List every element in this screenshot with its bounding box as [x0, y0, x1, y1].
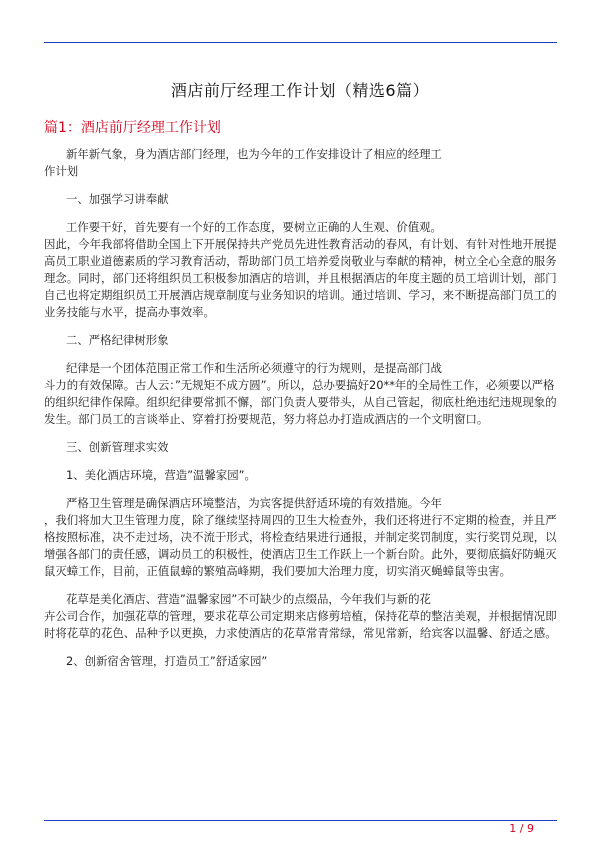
- header-rule: [44, 42, 557, 43]
- paragraph: 纪律是一个团体范围正常工作和生活所必须遵守的行为规则，是提高部门战: [66, 361, 442, 375]
- paragraph: 花草是美化酒店、营造”温馨家园”不可缺少的点缀品，今年我们与新的花: [66, 592, 431, 606]
- page-indicator: 1 / 9: [509, 822, 534, 835]
- section-heading: 一、加强学习讲奉献: [66, 192, 169, 206]
- paragraph: 作计划: [44, 164, 79, 178]
- paragraph: 卉公司合作，加强花草的管理，要求花草公司定期来店修剪培植，保持花草的整洁美观，并根据情况即时将花草的花色、品种予以更换，力求使酒店的花草常青常绿，常见常新，给宾客以温馨、舒适之感。: [44, 609, 557, 640]
- subsection-heading: 1、美化酒店环境，营造”温馨家园”。: [66, 468, 256, 482]
- section-heading: 三、创新管理求实效: [66, 440, 169, 454]
- footer-rule: [44, 820, 557, 821]
- document-body: [44, 146, 557, 670]
- paragraph: 工作要干好，首先要有一个好的工作态度，要树立正确的人生观、价值观。: [66, 220, 442, 234]
- paragraph: ，我们将加大卫生管理力度，除了继续坚持周四的卫生大检查外，我们还将进行不定期的检查，并且严格按照标准，决不走过场，决不流于形式，将检查结果进行通报，并制定奖罚制度，实行奖罚兑现，以增强各部门的责任感，调动员工的积极性，使酒店卫生工作跃上一个新台阶。此外，要彻底搞好防蝇灭鼠灭蟑工作，目前，正值鼠蟑的繁殖高峰期，我们要加大治理力度，切实消灭蝇蟑鼠等虫害。: [44, 513, 557, 578]
- chapter-heading: 篇1：酒店前厅经理工作计划: [44, 120, 221, 136]
- section-heading: 二、严格纪律树形象: [66, 333, 169, 347]
- paragraph: 斗力的有效保障。古人云：”无规矩不成方圆”。所以，总办要搞好20**年的全局性工作，必须要以严格的组织纪律作保障。组织纪律要常抓不懈，部门负责人要带头，从自己管起，彻底杜绝违纪违规现象的发生。部门员工的言谈举止、穿着打扮要规范，努力将总办打造成酒店的一个文明窗口。: [44, 378, 557, 426]
- paragraph: 新年新气象，身为酒店部门经理，也为今年的工作安排设计了相应的经理工: [66, 147, 442, 161]
- document-title: 酒店前厅经理工作计划（精选6篇）: [170, 81, 430, 100]
- subsection-heading: 2、创新宿舍管理，打造员工”舒适家园”: [66, 654, 268, 668]
- paragraph: 因此，今年我部将借助全国上下开展保持共产党员先进性教育活动的春风，有计划、有针对性地开展提高员工职业道德素质的学习教育活动，帮助部门员工培养爱岗敬业与奉献的精神，树立全心全意的服务理念。同时，部门还将组织员工积极参加酒店的培训，并且根据酒店的年度主题的员工培训计划，部门自己也将定期组织员工开展酒店规章制度与业务知识的培训。通过培训、学习，来不断提高部门员工的业务技能与水平，提高办事效率。: [44, 237, 557, 319]
- paragraph: 严格卫生管理是确保酒店环境整洁，为宾客提供舒适环境的有效措施。今年: [66, 496, 442, 510]
